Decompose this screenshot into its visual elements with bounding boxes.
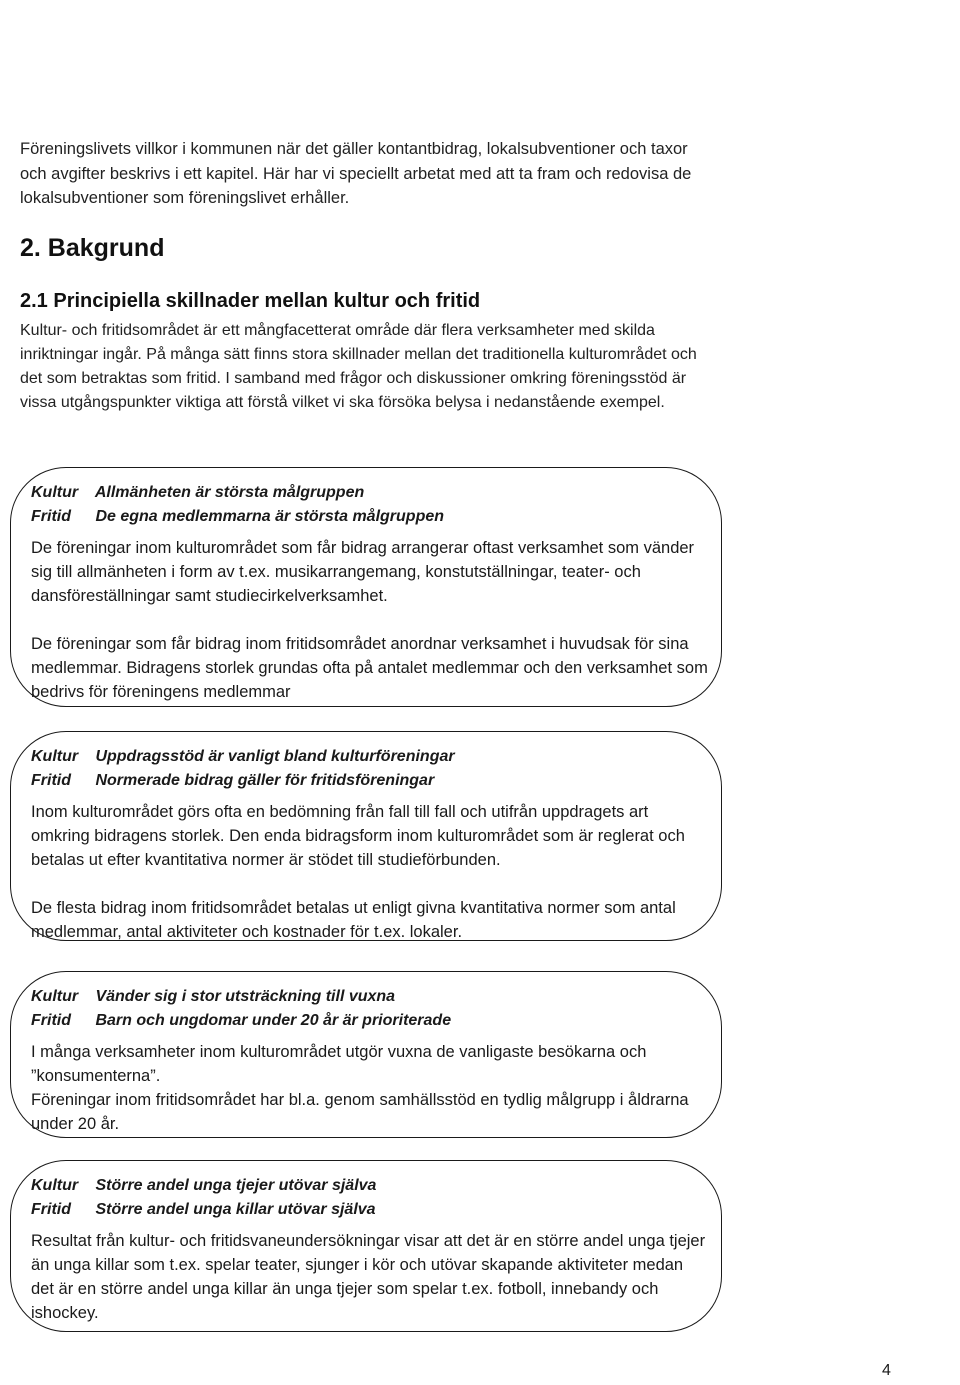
- fritid-row: [31, 769, 709, 793]
- box-paragraph: Föreningar inom fritidsområdet har bl.a. genom samhällsstöd en tydlig målgrupp i åldrarna under 20 år.: [31, 1091, 689, 1133]
- fritid-label: Fritid: [31, 1012, 71, 1029]
- kultur-row: [31, 985, 709, 1009]
- subsection-body: Kultur- och fritidsområdet är ett mångfacetterat område där flera verksamheter med skilda inriktningar ingår. På många sätt finns stora skillnader mellan det traditionella kulturområdet och det som betraktas som fritid. I samband med frågor och diskussioner omkring föreningsstöd är vissa utgångspunkter viktiga att förstå vilket vi ska försöka belysa i nedanstående exempel.: [20, 322, 697, 411]
- fritid-statement: Barn och ungdomar under 20 år är prioriterade: [95, 1012, 452, 1029]
- kultur-statement: Allmänheten är största målgruppen: [94, 484, 365, 501]
- kultur-statement: Uppdragsstöd är vanligt bland kulturföreningar: [95, 748, 455, 765]
- kultur-row: [31, 1174, 709, 1198]
- box-paragraph: De föreningar inom kulturområdet som får bidrag arrangerar oftast verksamhet som vänder sig till allmänheten i form av t.ex. musikarrangemang, konstutställningar, teater- och dansföreställningar samt studiecirkelverksamhet.: [31, 539, 695, 605]
- subsection-heading: 2.1 Principiella skillnader mellan kultur och fritid: [20, 290, 481, 312]
- fritid-label: Fritid: [31, 1201, 71, 1218]
- comparison-box-3: [10, 971, 722, 1138]
- fritid-statement: De egna medlemmarna är största målgruppen: [95, 508, 445, 525]
- kultur-row: [31, 745, 709, 769]
- fritid-statement: Större andel unga killar utövar själva: [95, 1201, 376, 1218]
- comparison-box-1: [10, 467, 722, 707]
- fritid-label: Fritid: [31, 772, 71, 789]
- box-paragraph: De föreningar som får bidrag inom fritidsområdet anordnar verksamhet i huvudsak för sina medlemmar. Bidragens storlek grundas ofta på antalet medlemmar och den verksamhet som bedrivs för föreningens medlemmar: [31, 635, 708, 701]
- fritid-row: [31, 1198, 709, 1222]
- kultur-label: Kultur: [31, 748, 79, 765]
- box-paragraph: Resultat från kultur- och fritidsvaneundersökningar visar att det är en större andel unga tjejer än unga killar som t.ex. spelar teater, sjunger i kör och utövar skapande aktiviteter medan det är en större andel unga killar än unga tjejer som spelar t.ex. fotboll, innebandy och ishockey.: [31, 1232, 706, 1322]
- kultur-label: Kultur: [31, 988, 79, 1005]
- box-paragraph: Inom kulturområdet görs ofta en bedömning från fall till fall och utifrån uppdragets art omkring bidragens storlek. Den enda bidragsform inom kulturområdet som är reglerat och betalas ut efter kvantitativa normer är stödet till studieförbunden.: [31, 803, 685, 869]
- section-heading: 2. Bakgrund: [20, 234, 165, 262]
- fritid-statement: Normerade bidrag gäller för fritidsföreningar: [95, 772, 435, 789]
- page-number: 4: [882, 1362, 891, 1379]
- fritid-row: [31, 505, 709, 529]
- comparison-box-2: [10, 731, 722, 941]
- kultur-row: [31, 481, 709, 505]
- fritid-label: Fritid: [31, 508, 71, 525]
- box-paragraph: De flesta bidrag inom fritidsområdet betalas ut enligt givna kvantitativa normer som antal medlemmar, antal aktiviteter och kostnader för t.ex. lokaler.: [31, 899, 676, 941]
- box-paragraph: I många verksamheter inom kulturområdet utgör vuxna de vanligaste besökarna och ”konsumenterna”.: [31, 1043, 647, 1085]
- intro-paragraph: Föreningslivets villkor i kommunen när det gäller kontantbidrag, lokalsubventioner och taxor och avgifter beskrivs i ett kapitel. Här har vi speciellt arbetat med att ta fram och redovisa de lokalsubventioner som föreningslivet erhåller.: [20, 140, 692, 207]
- kultur-label: Kultur: [31, 1177, 79, 1194]
- kultur-statement: Större andel unga tjejer utövar själva: [95, 1177, 377, 1194]
- comparison-box-4: [10, 1160, 722, 1332]
- fritid-row: [31, 1009, 709, 1033]
- kultur-label: Kultur: [31, 484, 79, 501]
- kultur-statement: Vänder sig i stor utsträckning till vuxna: [95, 988, 396, 1005]
